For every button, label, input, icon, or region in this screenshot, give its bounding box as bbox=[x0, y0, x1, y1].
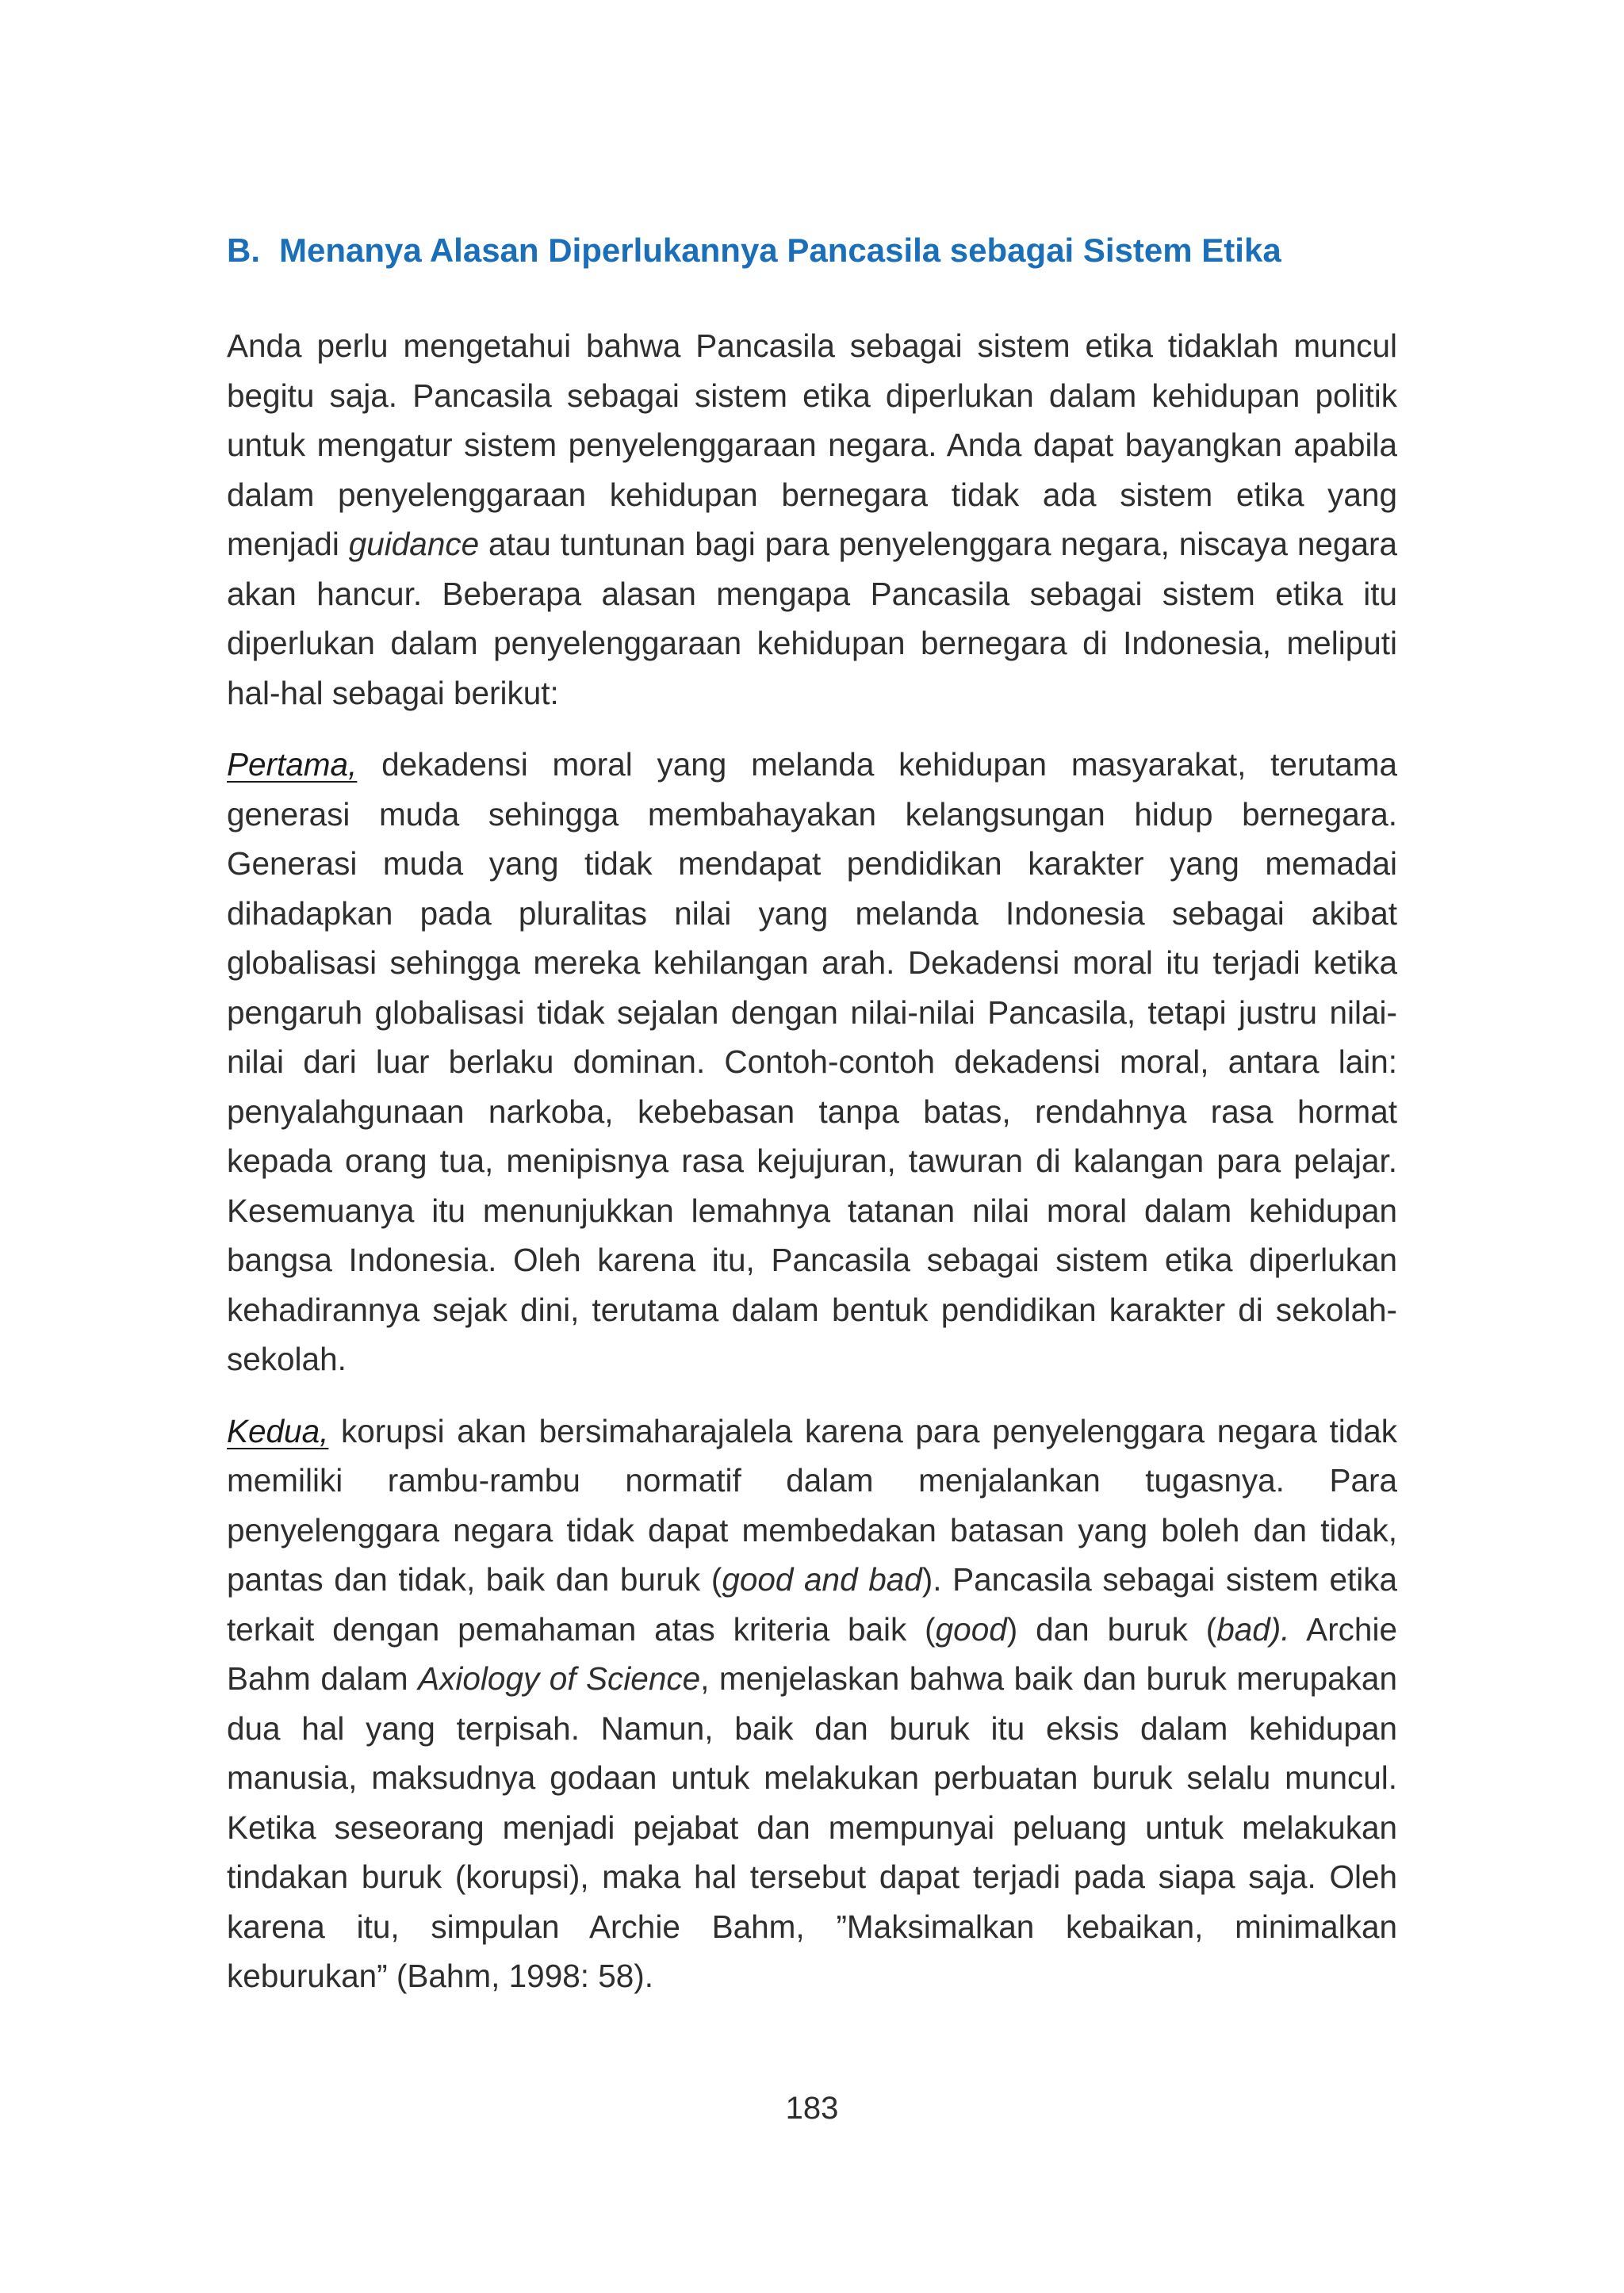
paragraph-pertama bbox=[227, 740, 1397, 1384]
paragraph-kedua bbox=[227, 1407, 1397, 2001]
kedua-text-1: korupsi akan bersimaharajalela karena para penyelenggara negara tidak memiliki rambu-rambu normatif dalam menjalankan tugasnya. Para penyelenggara negara tidak dapat membedakan batasan yang boleh dan tidak, pantas dan tidak, baik dan buruk ( bbox=[227, 1412, 1397, 1598]
kedua-text-2: ). Pancasila sebagai sistem etika terkait dengan pemahaman atas kriteria baik ( bbox=[227, 1561, 1397, 1648]
pertama-text: dekadensi moral yang melanda kehidupan masyarakat, terutama generasi muda sehingga membahayakan kelangsungan hidup bernegara. Generasi muda yang tidak mendapat pendidikan karakter yang memadai dihadapkan pada pluralitas nilai yang melanda Indonesia sebagai akibat globalisasi sehingga mereka kehilangan arah. Dekadensi moral itu terjadi ketika pengaruh globalisasi tidak sejalan dengan nilai-nilai Pancasila, tetapi justru nilai-nilai dari luar berlaku dominan. Contoh-contoh dekadensi moral, antara lain: penyalahgunaan narkoba, kebebasan tanpa batas, rendahnya rasa hormat kepada orang tua, menipisnya rasa kejujuran, tawuran di kalangan para pelajar. Kesemuanya itu menunjukkan lemahnya tatanan nilai moral dalam kehidupan bangsa Indonesia. Oleh karena itu, Pancasila sebagai sistem etika diperlukan kehadirannya sejak dini, terutama dalam bentuk pendidikan karakter di sekolah-sekolah. bbox=[227, 746, 1397, 1377]
section-letter: B. bbox=[227, 232, 260, 269]
kedua-text-5: , menjelaskan bahwa baik dan buruk merupakan dua hal yang terpisah. Namun, baik dan buruk itu eksis dalam kehidupan manusia, maksudnya godaan untuk melakukan perbuatan buruk selalu muncul. Ketika seseorang menjadi pejabat dan mempunyai peluang untuk melakukan tindakan buruk (korupsi), maka hal tersebut dapat terjadi pada siapa saja. Oleh karena itu, simpulan Archie Bahm, ”Maksimalkan kebaikan, minimalkan keburukan” (Bahm, 1998: 58). bbox=[227, 1660, 1397, 1994]
section-title: Menanya Alasan Diperlukannya Pancasila sebagai Sistem Etika bbox=[279, 232, 1281, 269]
kedua-italic-bad: bad). bbox=[1216, 1610, 1290, 1648]
pertama-lead: Pertama, bbox=[227, 746, 358, 783]
kedua-lead: Kedua, bbox=[227, 1412, 329, 1449]
intro-italic-guidance: guidance bbox=[348, 526, 480, 562]
intro-text-2: atau tuntunan bagi para penyelenggara negara, niscaya negara akan hancur. Beberapa alasan mengapa Pancasila sebagai sistem etika itu diperlukan dalam penyelenggaraan kehidupan bernegara di Indonesia, meliputi hal-hal sebagai berikut: bbox=[227, 526, 1397, 711]
intro-text-1: Anda perlu mengetahui bahwa Pancasila sebagai sistem etika tidaklah muncul begitu saja. Pancasila sebagai sistem etika diperlukan dalam kehidupan politik untuk mengatur sistem penyelenggaraan negara. Anda dapat bayangkan apabila dalam penyelenggaraan kehidupan bernegara tidak ada sistem etika yang menjadi bbox=[227, 327, 1397, 562]
kedua-text-4: Archie Bahm dalam bbox=[227, 1610, 1397, 1697]
kedua-italic-good-and-bad: good and bad bbox=[722, 1561, 922, 1598]
page-number: 183 bbox=[785, 2091, 839, 2126]
kedua-italic-axiology: Axiology of Science bbox=[418, 1660, 701, 1697]
paragraph-intro bbox=[227, 321, 1397, 718]
body-text bbox=[227, 321, 1397, 2023]
kedua-italic-good: good bbox=[935, 1610, 1007, 1648]
section-heading bbox=[227, 227, 1416, 274]
kedua-text-3: ) dan buruk ( bbox=[1006, 1610, 1217, 1648]
